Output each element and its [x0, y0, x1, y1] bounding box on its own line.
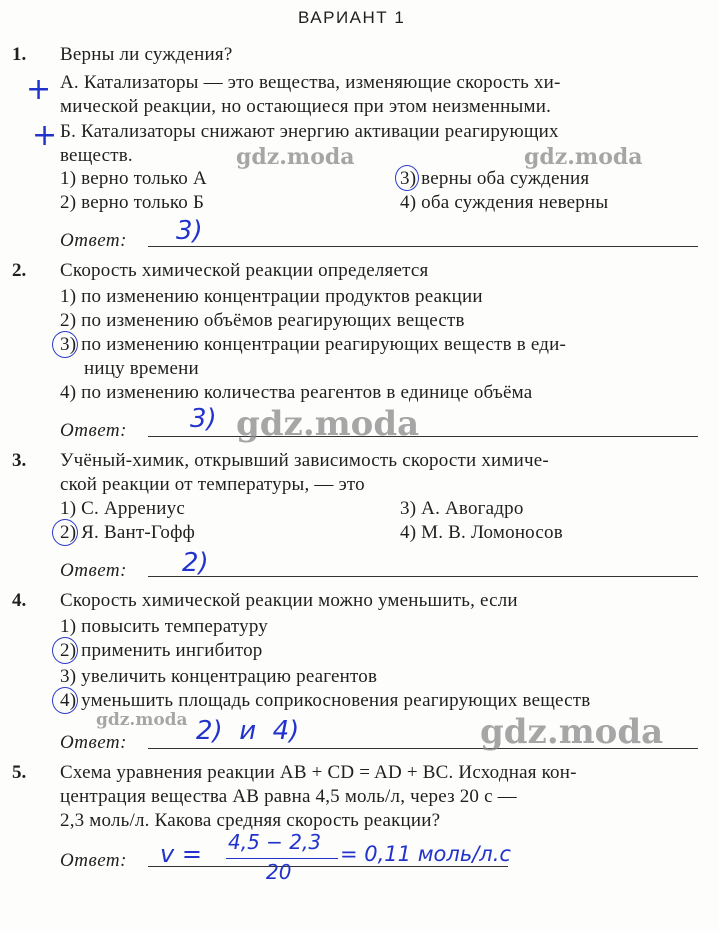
question-3-option-3: 3) А. Авогадро [400, 498, 524, 519]
question-1-option-3: 3) верны оба суждения [400, 168, 590, 189]
page-header: ВАРИАНТ 1 [298, 8, 406, 27]
question-1-answer: 3) [176, 216, 203, 246]
question-2-option-1: 1) по изменению концентрации продуктов реакции [60, 286, 483, 307]
question-5-number: 5. [12, 762, 27, 783]
question-3-option-4: 4) М. В. Ломоносов [400, 522, 563, 543]
question-5-text-line2: центрация вещества AB равна 4,5 моль/л, через 20 с — [60, 786, 517, 807]
question-4-option-3: 3) увеличить концентрацию реагентов [60, 666, 378, 687]
question-5-text-line1: Схема уравнения реакции AB + CD = AD + BC. Исходная кон- [60, 762, 577, 783]
question-4-option-4: 4) уменьшить площадь соприкосновения реагирующих веществ [60, 690, 591, 711]
question-2-answer: 3) [190, 404, 217, 434]
question-5-answer-v: v = [160, 840, 202, 868]
selected-answer-circle [52, 519, 78, 546]
question-2-option-4: 4) по изменению количества реагентов в единице объёма [60, 382, 533, 403]
question-2-option-3-line2: ницу времени [84, 358, 199, 379]
question-1-option-2: 2) верно только Б [60, 192, 205, 213]
question-4-text: Скорость химической реакции можно уменьшить, если [60, 590, 518, 611]
watermark-logo: gdz.moda [236, 404, 420, 444]
question-1-option-1: 1) верно только А [60, 168, 207, 189]
selected-answer-circle [52, 687, 78, 714]
question-5-text-line3: 2,3 моль/л. Какова средняя скорость реакции? [60, 810, 441, 831]
question-3-option-1: 1) С. Аррениус [60, 498, 185, 519]
question-1-mark-a: + [26, 72, 52, 107]
question-2-option-2: 2) по изменению объёмов реагирующих веществ [60, 310, 465, 331]
watermark-logo: gdz.moda [480, 712, 664, 752]
question-4-number: 4. [12, 590, 27, 611]
question-1-mark-b: + [32, 118, 58, 153]
question-1-statement-a-line1: А. Катализаторы — это вещества, изменяющие скорость хи- [60, 72, 561, 93]
selected-answer-circle [52, 331, 78, 358]
fraction-bar [226, 858, 338, 859]
watermark-logo: gdz.moda [236, 144, 355, 170]
answer-line [148, 576, 698, 577]
question-4-option-2: 2) применить ингибитор [60, 640, 263, 661]
question-3-text-line2: ской реакции от температуры, — это [60, 474, 365, 495]
watermark-logo: gdz.moda [96, 710, 188, 730]
selected-answer-circle [395, 165, 419, 191]
question-1-option-4: 4) оба суждения неверны [400, 192, 609, 213]
question-3-text-line1: Учёный-химик, открывший зависимость скорости химиче- [60, 450, 549, 471]
answer-line [148, 866, 508, 867]
answer-line [148, 246, 698, 247]
answer-label: Ответ: [60, 850, 127, 871]
answer-label: Ответ: [60, 732, 127, 753]
question-3-number: 3. [12, 450, 27, 471]
answer-label: Ответ: [60, 230, 127, 251]
answer-line [148, 436, 698, 437]
question-1-number: 1. [12, 44, 27, 65]
answer-label: Ответ: [60, 560, 127, 581]
watermark-logo: gdz.moda [524, 144, 643, 170]
question-4-answer: 2) и 4) [196, 716, 300, 746]
question-1-statement-b-line1: Б. Катализаторы снижают энергию активации реагирующих [60, 121, 559, 142]
question-4-option-1: 1) повысить температуру [60, 616, 269, 637]
question-3-option-2: 2) Я. Вант-Гофф [60, 522, 195, 543]
question-3-answer: 2) [182, 548, 209, 578]
question-2-option-3-line1: 3) по изменению концентрации реагирующих веществ в еди- [60, 334, 567, 355]
question-1-statement-a-line2: мической реакции, но остающиеся при этом неизменными. [60, 96, 552, 117]
question-5-answer-denominator: 20 [266, 860, 292, 884]
question-2-text: Скорость химической реакции определяется [60, 260, 429, 281]
selected-answer-circle [52, 637, 78, 664]
question-5-answer-numerator: 4,5 − 2,3 [228, 830, 322, 854]
answer-label: Ответ: [60, 420, 127, 441]
question-1-text: Верны ли суждения? [60, 44, 233, 65]
question-2-number: 2. [12, 260, 27, 281]
question-5-answer-result: = 0,11 моль/л.с [340, 842, 511, 866]
question-1-statement-b-line2: веществ. [60, 145, 133, 166]
